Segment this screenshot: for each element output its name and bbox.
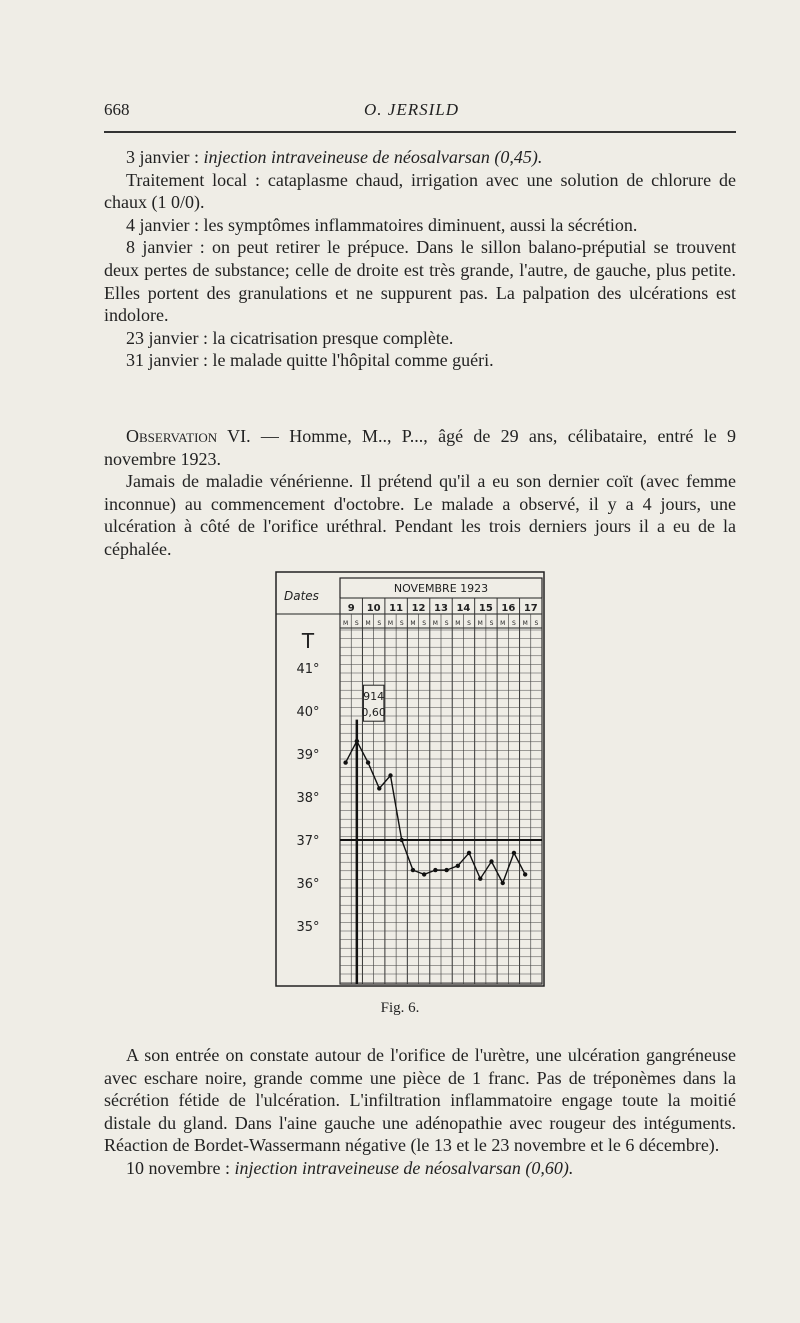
italic-text: injection intraveineuse de néosalvarsan (0,60). [234,1157,574,1178]
y-tick-label: 35° [296,920,320,935]
sub-label: S [354,620,359,627]
data-point [343,760,347,764]
y-axis-label: T [301,629,315,653]
data-point [478,877,482,881]
y-tick-label: 36° [296,877,320,892]
data-point [411,868,415,872]
page-number: 668 [104,100,130,119]
temperature-chart [274,570,546,988]
category-label: 14 [456,603,471,614]
sub-label: M [387,620,394,627]
data-point [456,864,460,868]
data-point [444,868,448,872]
observation-text: — Homme, M.., P..., âgé de 29 ans, célibataire, entré le 9 novembre 1923. [104,426,736,469]
sub-label: S [399,620,404,627]
paragraph: Jamais de maladie vénérienne. Il prétend qu'il a eu son dernier coït (avec femme inconnue) au commencement d'octobre. Le malade a observé, il y a 4 jours, une ulcération à côté de l'orifice uréthral. Pendant les trois derniers jours il a eu de la céphalée. [104,471,736,559]
paragraph: Traitement local : cataplasme chaud, irrigation avec une solution de chlorure de chaux (1 0/0). [104,169,736,213]
paragraph: A son entrée on constate autour de l'orifice de l'urètre, une ulcération gangréneuse avec eschare noire, grande comme une pièce de 1 franc. Pas de tréponèmes dans la sécrétion fétide de l'ulcération. L'infiltration inflammatoire engage toute la moitié distale du gland. Dans l'aine gauche une adénopathie avec rougeur des intéguments. Réaction de Bordet-Wassermann négative (le 13 et le 23 novembre et le 6 décembre). [104,1045,736,1156]
observation-label: Observation VI. [126,426,251,446]
paragraph: 23 janvier : la cicatrisation presque complète. [126,327,454,348]
italic-text: injection intraveineuse de néosalvarsan (0,45). [203,147,543,167]
y-tick-label: 37° [296,834,320,849]
data-point [422,872,426,876]
category-label: 12 [411,603,426,614]
data-point [388,773,392,777]
figure-caption: Fig. 6. [380,1000,420,1016]
y-tick-label: 40° [296,705,320,720]
data-point [377,786,381,790]
data-point [467,851,471,855]
data-point [400,838,404,842]
sub-label: M [455,620,461,627]
date-label: 10 novembre : [126,1157,235,1178]
y-tick-label: 38° [296,791,320,806]
paragraph [104,425,736,470]
header-rule [104,131,736,133]
sub-label: M [522,620,528,627]
sub-label: M [343,620,349,627]
paragraph [104,146,736,169]
sub-label: S [377,620,382,627]
annotation-line1: 914 [363,690,385,704]
annotation-line2: 0,60 [361,706,386,720]
sub-label: S [489,620,494,627]
category-label: 11 [389,603,404,614]
data-point [489,859,493,863]
category-label: 17 [523,603,538,614]
paragraph: 31 janvier : le malade quitte l'hôpital comme guéri. [126,350,494,371]
sub-label: S [534,620,539,627]
category-label: 9 [347,603,355,614]
category-label: 16 [501,603,516,614]
sub-label: M [477,620,483,627]
data-point [355,739,359,743]
sub-label: M [365,620,371,627]
sub-label: S [422,620,427,627]
data-point [501,881,505,885]
chart-title: NOVEMBRE 1923 [393,582,489,595]
paragraph: 4 janvier : les symptômes inflammatoires diminuent, aussi la sécrétion. [126,214,638,235]
sub-label: M [500,620,506,627]
sub-label: M [432,620,438,627]
sub-label: M [410,620,416,627]
y-tick-label: 41° [296,662,320,677]
category-label: 15 [478,603,493,614]
corner-label: Dates [284,589,319,603]
text-block-observation [104,425,736,561]
data-point [366,760,370,764]
sub-label: S [467,620,471,627]
text-block-top [104,146,736,372]
category-label: 10 [366,603,381,614]
category-label: 13 [434,603,448,614]
text-block-bottom [104,1044,736,1180]
running-title: O. JERSILD [364,100,459,119]
data-point [433,868,437,872]
paragraph: 8 janvier : on peut retirer le prépuce. Dans le sillon balano-préputial se trouvent deux pertes de substance; celle de droite est très grande, l'autre, de gauche, plus petite. Elles portent des granulations et ne suppurent pas. La palpation des ulcérations est indolore. [104,237,736,326]
sub-label: S [512,620,516,627]
temperature-line [346,741,526,883]
running-header [104,100,736,124]
sub-label: S [444,620,449,627]
y-tick-label: 39° [296,748,320,763]
data-point [523,872,527,876]
data-point [512,851,516,855]
date-label: 3 janvier : [126,147,204,167]
paragraph [104,1157,736,1180]
